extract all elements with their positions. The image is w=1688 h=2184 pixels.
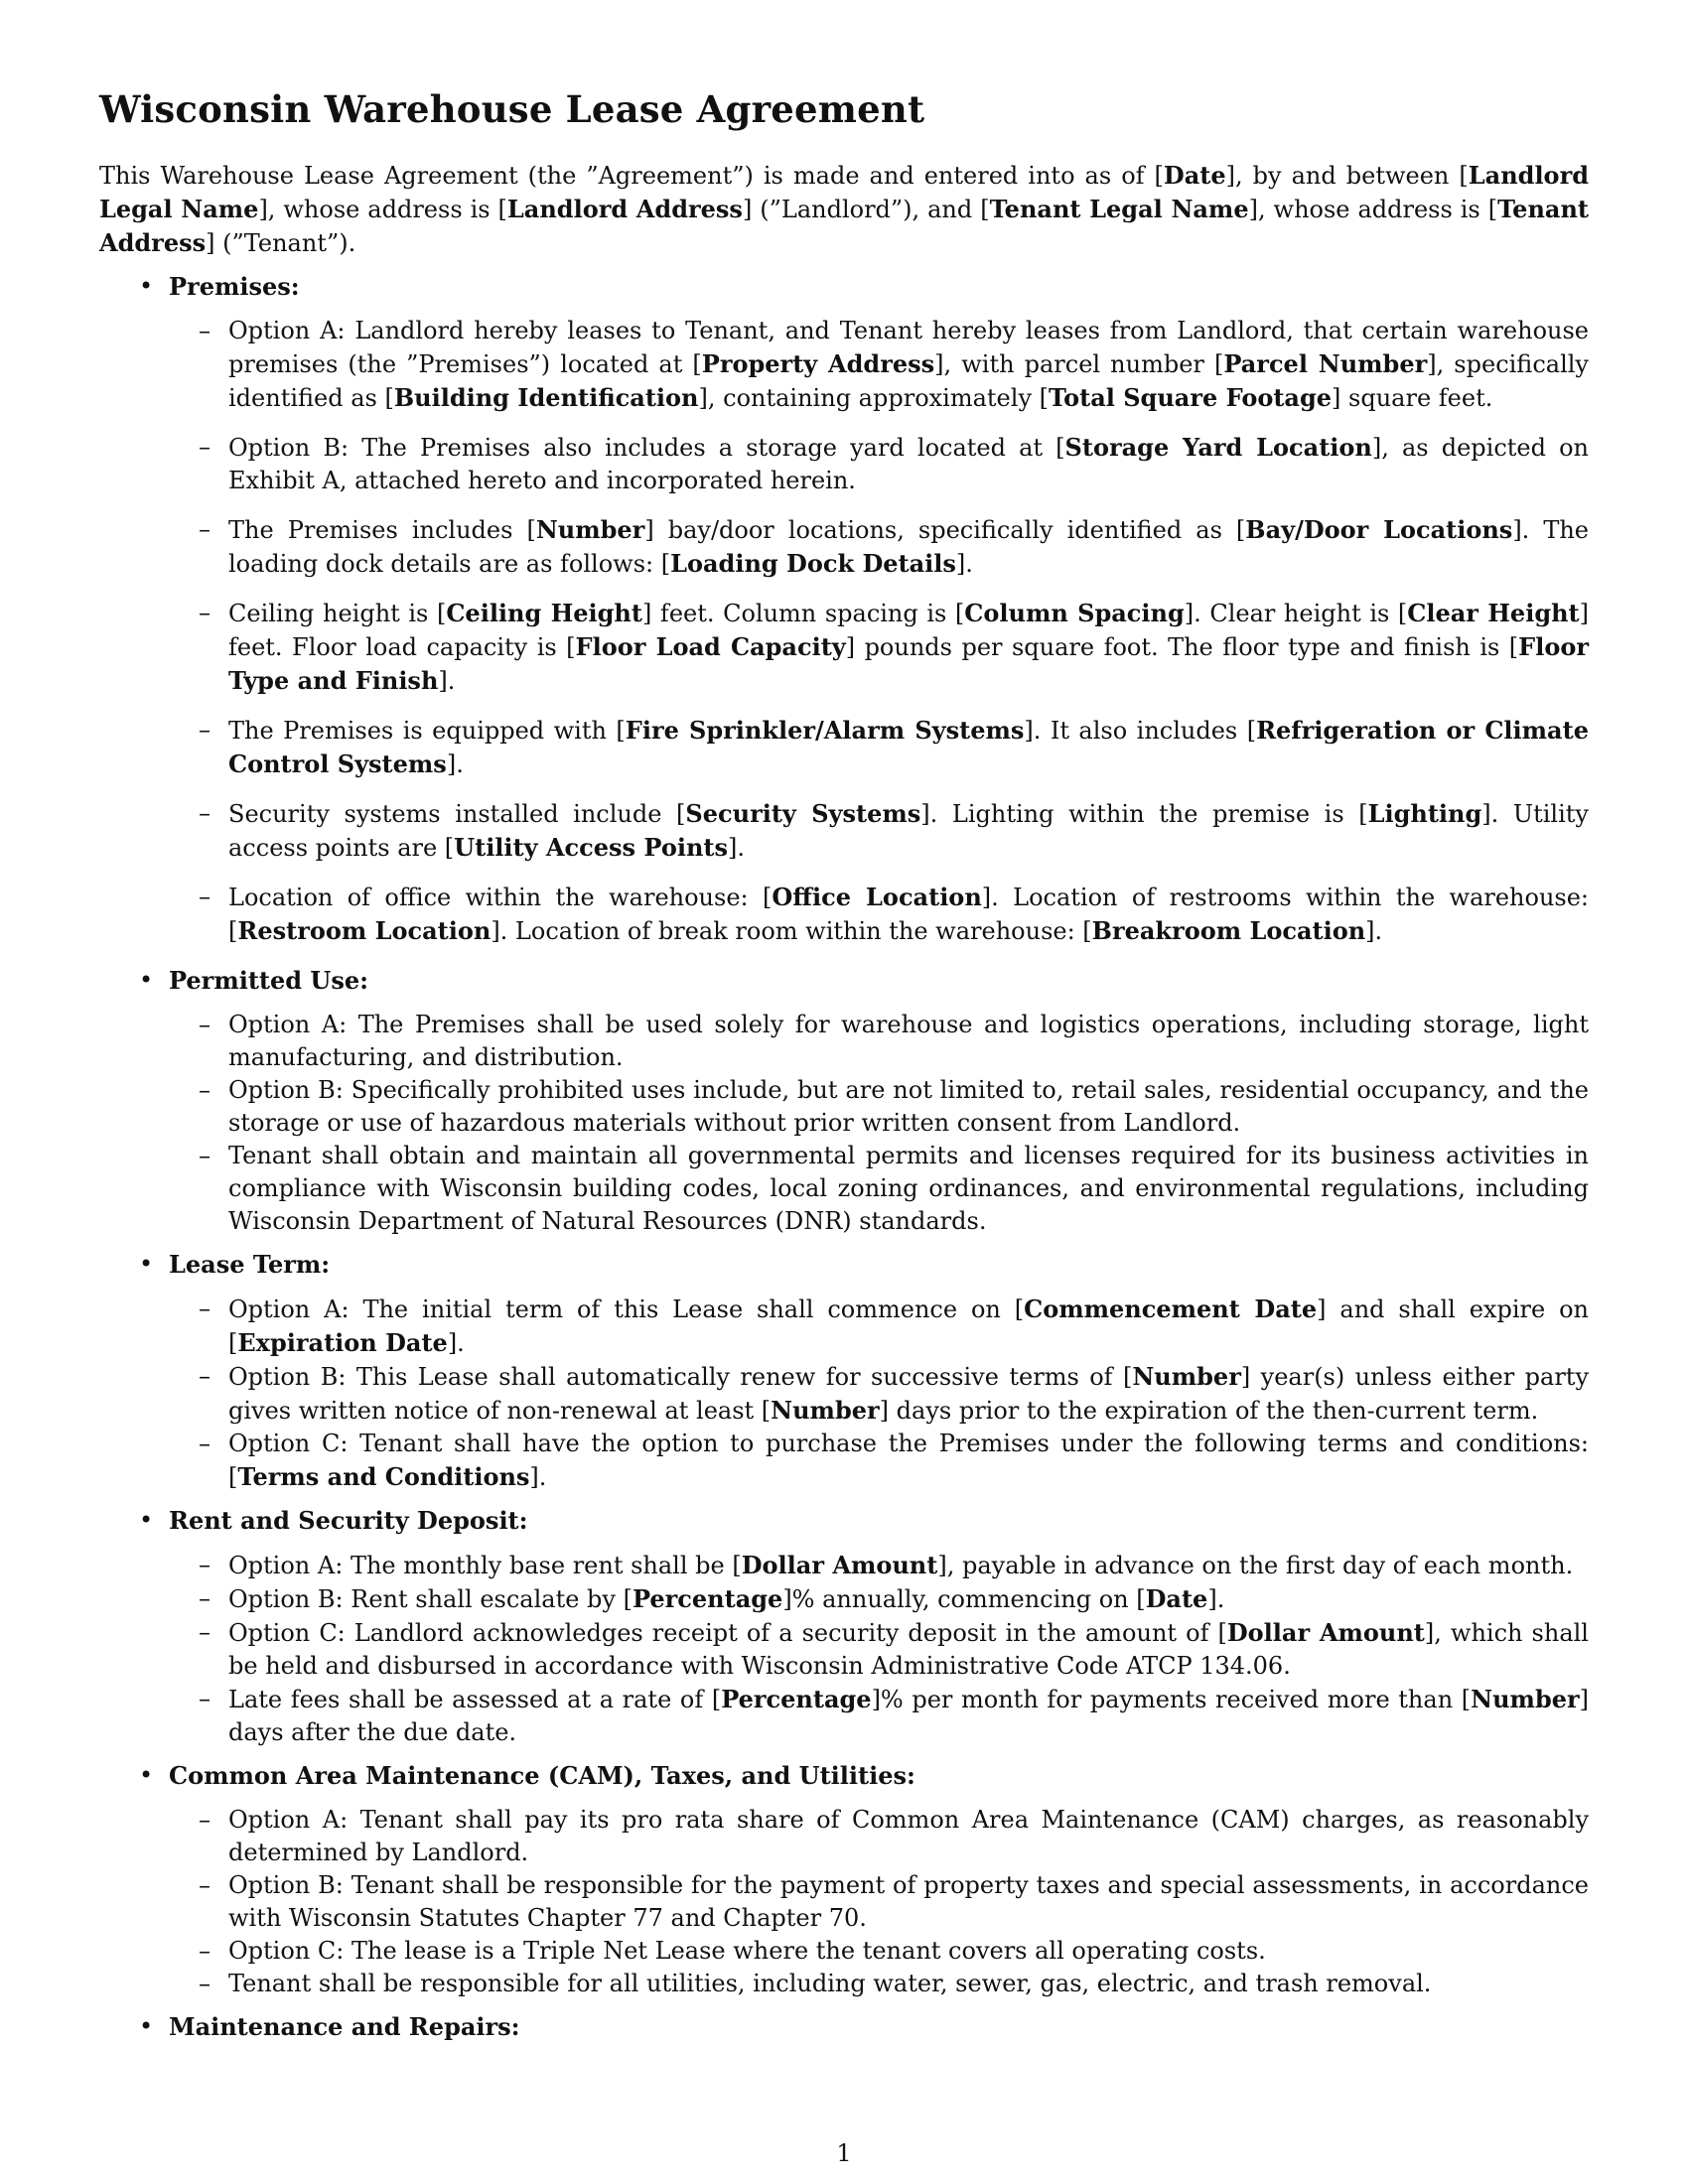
text-run: Option A: Tenant shall pay its pro rata share of Common Area Maintenance (CAM) charges, as reasonably determined by Landlord. [228,1806,1589,1866]
text-run: ] days after the due date. [228,1686,1590,1746]
placeholder-field: Date [1163,161,1226,190]
text-run: ], whose address is [ [258,196,507,223]
text-run: ], payable in advance on the first day of each month. [937,1552,1574,1579]
text-run: ]. Utility access points are [ [228,800,1589,862]
text-run: ]. [1365,917,1383,945]
text-run: ] days prior to the expiration of the then-current term. [879,1397,1539,1425]
list-item [169,1293,1589,1360]
section-title: • Premises: [169,272,300,301]
list-item [169,431,1589,497]
text-run: The Premises is equipped with [ [228,717,626,745]
list-item [169,1074,1589,1140]
section-title: • Rent and Security Deposit: [169,1506,528,1535]
text-run: ], which shall be held and disbursed in accordance with Wisconsin Administrative Code ATCP 134.06. [228,1619,1589,1680]
list-item [169,1360,1589,1428]
text-run: The Premises includes [ [228,516,536,544]
section-title: • Permitted Use: [169,966,368,995]
text-run: ], as depicted on Exhibit A, attached hereto and incorporated herein. [228,434,1589,494]
text-run: ], whose address is [ [1248,196,1498,223]
text-run: ], by and between [ [1225,162,1469,190]
placeholder-field: Restroom Location [237,916,492,945]
text-run: ], specifically identified as [ [228,350,1589,412]
list-item [169,1140,1589,1238]
text-run: Option A: The Premises shall be used solely for warehouse and logistics operations, including storage, light manufacturing, and distribution. [228,1011,1589,1071]
section [99,2010,1589,2043]
placeholder-field: Percentage [632,1584,783,1613]
placeholder-field: Tenant Address [99,195,1589,257]
text-run: ]% annually, commencing on [ [782,1585,1146,1613]
text-run: ], containing approximately [ [698,384,1049,412]
text-run: Option B: Tenant shall be responsible for the payment of property taxes and special assessments, in accordance with Wisconsin Statutes Chapter 77 and Chapter 70. [228,1871,1589,1932]
text-run: ] bay/door locations, specifically identified as [ [644,516,1246,544]
placeholder-field: Number [535,515,645,544]
list-item [169,1616,1589,1683]
placeholder-field: Bay/Door Locations [1245,515,1513,544]
section-list [99,270,1589,2043]
section-title: • Lease Term: [169,1250,331,1279]
text-run: Tenant shall be responsible for all utilities, including water, sewer, gas, electric, and trash removal. [228,1970,1432,1997]
text-run: Option A: Landlord hereby leases to Tenant, and Tenant hereby leases from Landlord, that certain warehouse premises (the ”Premises”) located at [ [228,317,1589,378]
text-run: ]. [728,834,745,862]
section-items [169,1804,1589,2000]
text-run: ] feet. Column spacing is [ [641,600,965,627]
list-item [169,1549,1589,1582]
list-item [169,714,1589,781]
placeholder-field: Number [1132,1362,1241,1391]
placeholder-field: Building Identification [393,383,699,412]
list-item [169,881,1589,948]
text-run: Option B: Specifically prohibited uses include, but are not limited to, retail sales, residential occupancy, and the storage or use of hazardous materials without prior written consent from Landlord. [228,1076,1589,1137]
text-run: Option A: The initial term of this Lease shall commence on [ [228,1296,1025,1323]
text-run: Option B: This Lease shall automatically renew for successive terms of [ [228,1363,1133,1391]
placeholder-field: Office Location [772,883,982,911]
text-run: ], with parcel number [ [934,350,1224,378]
text-run: ]. Clear height is [ [1184,600,1408,627]
text-run: Option B: Rent shall escalate by [ [228,1585,633,1613]
page-number: 1 [836,2139,852,2167]
text-run: ]. [1207,1585,1225,1613]
text-run: ]. [529,1463,547,1491]
section-title: • Common Area Maintenance (CAM), Taxes, and Utilities: [169,1761,915,1790]
text-run: This Warehouse Lease Agreement (the ”Agreement”) is made and entered into as of [ [99,162,1164,190]
section-items [169,1009,1589,1238]
text-run: ] year(s) unless either party gives written notice of non-renewal at least [ [228,1363,1590,1425]
list-item [169,1683,1589,1749]
intro-paragraph [99,159,1589,260]
text-run: Tenant shall obtain and maintain all governmental permits and licenses required for its business activities in compliance with Wisconsin building codes, local zoning ordinances, and environmental regulations, including Wisconsin Department of Natural Resources (DNR) standards. [228,1142,1589,1235]
list-item [169,1968,1589,2000]
document-title: Wisconsin Warehouse Lease Agreement [99,87,925,131]
text-run: ]. [446,751,464,778]
section [99,270,1589,948]
placeholder-field: Utility Access Points [454,833,728,862]
text-run: ]. The loading dock details are as follows: [ [228,516,1590,578]
placeholder-field: Number [1471,1685,1580,1713]
section [99,1504,1589,1749]
section-items [169,1293,1589,1494]
section [99,1759,1589,2000]
placeholder-field: Expiration Date [237,1328,448,1357]
placeholder-field: Storage Yard Location [1064,433,1372,462]
placeholder-field: Clear Height [1407,599,1580,627]
placeholder-field: Security Systems [685,799,921,828]
text-run: Option C: The lease is a Triple Net Lease where the tenant covers all operating costs. [228,1937,1266,1965]
text-run: ]. Location of break room within the warehouse: [ [491,917,1092,945]
list-item [169,797,1589,865]
placeholder-field: Commencement Date [1024,1295,1318,1323]
placeholder-field: Date [1145,1584,1208,1613]
placeholder-field: Floor Type and Finish [228,632,1589,695]
list-item [169,597,1589,698]
text-run: ]. It also includes [ [1024,717,1257,745]
placeholder-field: Column Spacing [964,599,1185,627]
placeholder-field: Total Square Footage [1049,383,1333,412]
placeholder-field: Breakroom Location [1091,916,1366,945]
placeholder-field: Lighting [1367,799,1482,828]
placeholder-field: Landlord Address [506,195,743,223]
placeholder-field: Tenant Legal Name [989,195,1249,223]
placeholder-field: Landlord Legal Name [99,161,1589,223]
section [99,1248,1589,1494]
section-title: • Maintenance and Repairs: [169,2012,520,2041]
text-run: ]. Lighting within the premise is [ [920,800,1368,828]
list-item [169,513,1589,581]
list-item [169,1582,1589,1616]
text-run: ] (”Tenant”). [206,229,356,257]
text-run: ]. [955,550,973,578]
text-run: ] and shall expire on [ [228,1296,1589,1357]
text-run: Option C: Tenant shall have the option to purchase the Premises under the following terms and conditions: [ [228,1430,1589,1491]
text-run: Option B: The Premises also includes a storage yard located at [ [228,434,1065,462]
text-run: ] pounds per square foot. The floor type and finish is [ [845,633,1519,661]
list-item [169,1009,1589,1074]
text-run: ]. [438,667,456,695]
list-item [169,1935,1589,1968]
placeholder-field: Parcel Number [1223,349,1428,378]
text-run: ]. [447,1329,465,1357]
list-item [169,1428,1589,1494]
placeholder-field: Number [771,1396,880,1425]
placeholder-field: Dollar Amount [741,1551,938,1579]
text-run: ] feet. Floor load capacity is [ [228,600,1590,661]
text-run: Late fees shall be assessed at a rate of [ [228,1686,722,1713]
text-run: Option A: The monthly base rent shall be [ [228,1552,742,1579]
placeholder-field: Floor Load Capacity [575,632,846,661]
list-item [169,1869,1589,1935]
text-run: Security systems installed include [ [228,800,686,828]
text-run: Ceiling height is [ [228,600,447,627]
section-items [169,315,1589,948]
section [99,964,1589,1238]
document-page [99,87,1589,2053]
placeholder-field: Percentage [721,1685,872,1713]
text-run: Option C: Landlord acknowledges receipt of a security deposit in the amount of [ [228,1619,1227,1647]
placeholder-field: Dollar Amount [1226,1618,1425,1647]
list-item [169,1804,1589,1869]
text-run: ] square feet. [1332,384,1493,412]
text-run: ] (”Landlord”), and [ [742,196,990,223]
text-run: Location of office within the warehouse: [ [228,884,773,911]
placeholder-field: Fire Sprinkler/Alarm Systems [625,716,1025,745]
placeholder-field: Refrigeration or Climate Control Systems [228,716,1589,778]
text-run: ]. Location of restrooms within the warehouse: [ [228,884,1590,945]
list-item [169,315,1589,415]
placeholder-field: Loading Dock Details [670,549,956,578]
placeholder-field: Property Address [701,349,935,378]
section-items [169,1549,1589,1749]
placeholder-field: Ceiling Height [446,599,642,627]
text-run: ]% per month for payments received more than [ [871,1686,1472,1713]
placeholder-field: Terms and Conditions [237,1462,530,1491]
